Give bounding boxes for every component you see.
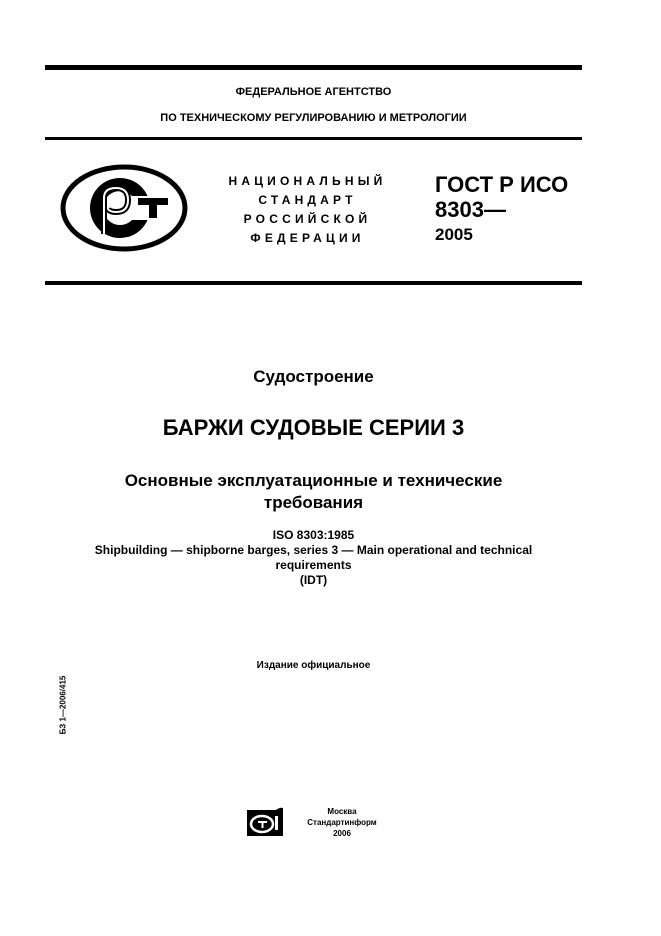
national-line-1: НАЦИОНАЛЬНЫЙ xyxy=(228,174,387,188)
subtitle-line-2: требования xyxy=(263,493,364,512)
category-title: Судостроение xyxy=(253,367,374,386)
rst-logo-icon xyxy=(60,164,188,252)
iso-code: ISO 8303:1985 xyxy=(272,528,355,542)
designation-line-1: ГОСТ Р ИСО xyxy=(435,172,569,197)
national-line-3: РОССИЙСКОЙ xyxy=(243,212,372,226)
agency-line-1: ФЕДЕРАЛЬНОЕ АГЕНТСТВО xyxy=(235,86,392,98)
agency-line-2: ПО ТЕХНИЧЕСКОМУ РЕГУЛИРОВАНИЮ И МЕТРОЛОГИИ xyxy=(160,112,467,124)
national-line-4: ФЕДЕРАЦИИ xyxy=(250,231,365,245)
standard-designation xyxy=(435,172,568,247)
national-line-2: СТАНДАРТ xyxy=(258,193,357,207)
main-title: БАРЖИ СУДОВЫЕ СЕРИИ 3 xyxy=(162,415,465,440)
standartinform-logo-icon xyxy=(246,806,284,838)
official-edition: Издание официальное xyxy=(256,660,371,671)
subtitle xyxy=(45,470,582,514)
publisher-info xyxy=(292,806,392,839)
publisher-city: Москва xyxy=(327,807,357,816)
iso-reference xyxy=(45,528,582,588)
iso-title-line-1: Shipbuilding — shipborne barges, series 3 — Main operational and technical xyxy=(94,543,533,557)
iso-title-line-2: requirements xyxy=(275,558,352,572)
header-rule xyxy=(45,137,582,140)
standard-rule xyxy=(45,281,582,285)
side-note: БЗ 1—2006/415 xyxy=(58,675,68,735)
top-rule xyxy=(45,65,582,70)
designation-line-3: 2005 xyxy=(435,225,473,244)
iso-degree: (IDT) xyxy=(299,573,328,587)
publisher-year: 2006 xyxy=(333,829,351,838)
designation-line-2: 8303— xyxy=(435,197,506,222)
subtitle-line-1: Основные эксплуатационные и технические xyxy=(124,471,503,490)
national-standard-label xyxy=(205,172,410,248)
publisher-name: Стандартинформ xyxy=(307,818,377,827)
